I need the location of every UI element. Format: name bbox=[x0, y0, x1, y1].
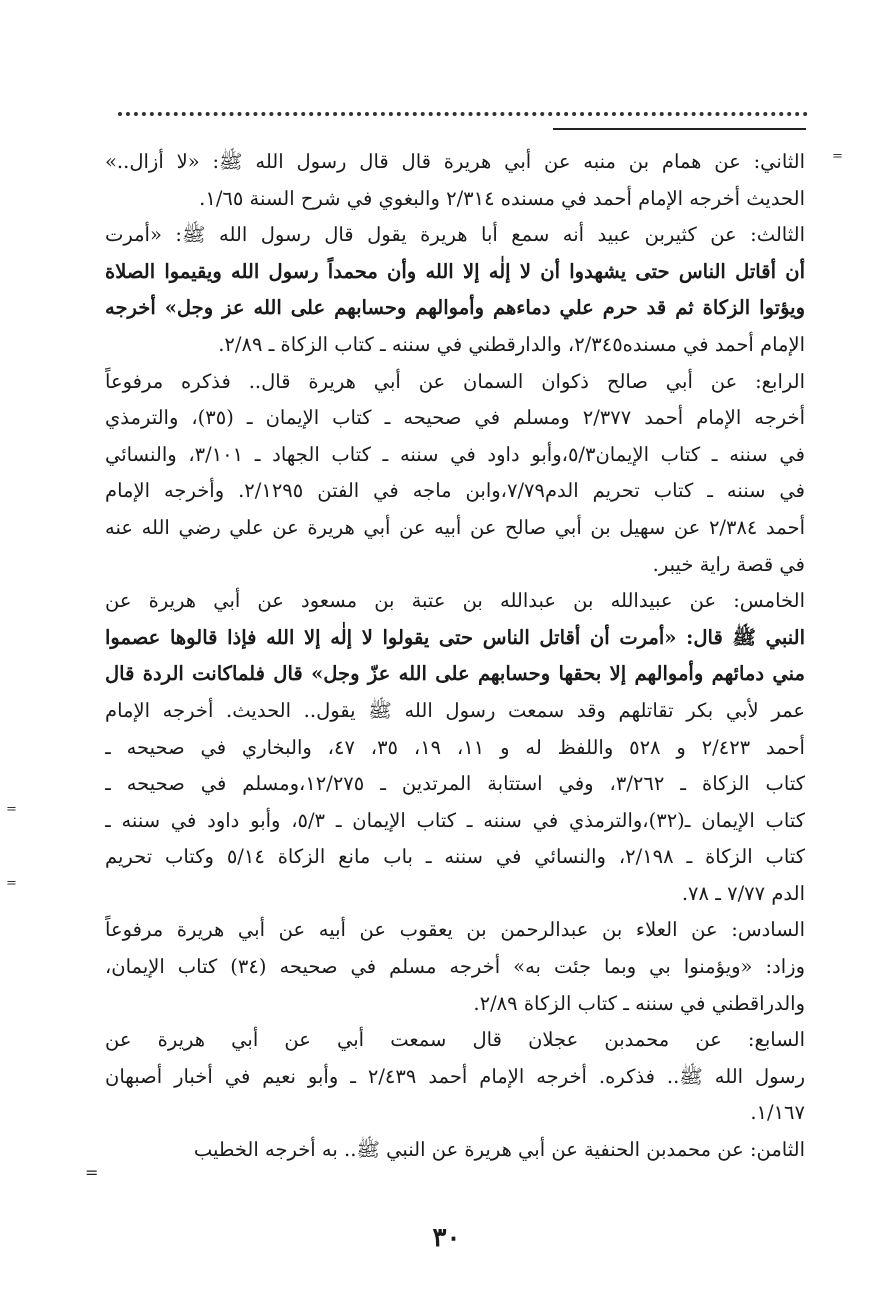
text-line: النبي ﷺ قال: «أمرت أن أقاتل الناس حتى يقولوا لا إلٰه إلا الله فإذا قالوها عصموا bbox=[105, 625, 805, 649]
text-line: أحمد ٢/٤٢٣ و ٥٢٨ واللفظ له و ١١، ١٩، ٣٥، ٤٧، والبخاري في صحيحه ـ bbox=[105, 735, 805, 759]
text-line: الثالث: عن كثيربن عبيد أنه سمع أبا هريرة يقول قال رسول الله ﷺ: «أمرت bbox=[105, 223, 805, 247]
text-line: كتاب الإيمان ـ(٣٢)،والترمذي في سننه ـ كتاب الإيمان ـ ٥/٣، وأبو داود في سننه ـ bbox=[105, 808, 805, 832]
text-line: السابع: عن محمدبن عجلان قال سمعت أبي عن أبي هريرة عن bbox=[105, 1028, 805, 1052]
text-line: أخرجه الإمام أحمد ٢/٣٧٧ ومسلم في صحيحه ـ كتاب الإيمان ـ (٣٥)، والترمذي bbox=[105, 406, 805, 430]
text-line: الحديث أخرجه الإمام أحمد في مسنده ٢/٣١٤ والبغوي في شرح السنة ١/٦٥. bbox=[199, 186, 805, 210]
text-line: وزاد: «ويؤمنوا بي وبما جئت به» أخرجه مسلم في صحيحه (٣٤) كتاب الإيمان، bbox=[105, 955, 805, 979]
text-line: في قصة راية خيبر. bbox=[652, 552, 805, 576]
text-line: الإمام أحمد في مسنده٢/٣٤٥، والدارقطني في سننه ـ كتاب الزكاة ـ ٢/٨٩. bbox=[218, 332, 805, 356]
text-line: السادس: عن العلاء بن عبدالرحمن بن يعقوب عن أبيه عن أبي هريرة مرفوعاً bbox=[105, 918, 805, 942]
margin-mark: = bbox=[6, 876, 17, 891]
dotted-separator bbox=[118, 112, 808, 116]
text-line: الدم ٧/٧٧ ـ ٧٨. bbox=[681, 881, 805, 905]
text-line: كتاب الزكاة ـ ٢/١٩٨، والنسائي في سننه ـ باب مانع الزكاة ٥/١٤ وكتاب تحريم bbox=[105, 845, 805, 869]
text-line: الثامن: عن محمدبن الحنفية عن أبي هريرة عن النبي ﷺ.. به أخرجه الخطيب bbox=[193, 1138, 805, 1162]
margin-mark: = bbox=[832, 149, 843, 164]
footnote-rule bbox=[553, 128, 806, 130]
text-line: ويؤتوا الزكاة ثم قد حرم علي دماءهم وأموالهم وحسابهم على الله عز وجل» أخرجه bbox=[105, 296, 805, 320]
text-line: الخامس: عن عبيدالله بن عبدالله بن عتبة بن مسعود عن أبي هريرة عن bbox=[105, 589, 805, 613]
footnotes-body bbox=[105, 144, 805, 1169]
text-line: عمر لأبي بكر تقاتلهم وقد سمعت رسول الله ﷺ يقول.. الحديث. أخرجه الإمام bbox=[105, 698, 805, 722]
text-line: ١/١٦٧. bbox=[750, 1101, 805, 1125]
text-line: رسول الله ﷺ.. فذكره. أخرجه الإمام أحمد ٢/٤٣٩ ـ وأبو نعيم في أخبار أصبهان bbox=[105, 1064, 805, 1088]
text-line: أن أقاتل الناس حتى يشهدوا أن لا إلٰه إلا الله وأن محمداً رسول الله ويقيموا الصلاة bbox=[105, 259, 805, 283]
margin-mark: = bbox=[6, 802, 17, 817]
text-line: أحمد ٢/٣٨٤ عن سهيل بن أبي صالح عن أبيه عن أبي هريرة عن علي رضي الله عنه bbox=[105, 515, 805, 539]
text-line: الثاني: عن همام بن منبه عن أبي هريرة قال قال رسول الله ﷺ: «لا أزال..» bbox=[105, 150, 805, 173]
text-line: في سننه ـ كتاب تحريم الدم٧/٧٩،وابن ماجه في الفتن ٢/١٢٩٥. وأخرجه الإمام bbox=[105, 479, 805, 503]
text-line: كتاب الزكاة ـ ٣/٢٦٢، وفي استتابة المرتدين ـ ١٢/٢٧٥،ومسلم في صحيحه ـ bbox=[105, 772, 805, 796]
text-line: مني دمائهم وأموالهم إلا بحقها وحسابهم على الله عزّ وجل» قال فلماكانت الردة قال bbox=[105, 662, 805, 686]
page-number: ٣٠ bbox=[432, 1223, 461, 1253]
continuation-mark: = bbox=[85, 1163, 99, 1182]
text-line: الرابع: عن أبي صالح ذكوان السمان عن أبي هريرة قال.. فذكره مرفوعاً bbox=[105, 369, 805, 393]
text-line: في سننه ـ كتاب الإيمان٥/٣،وأبو داود في سننه ـ كتاب الجهاد ـ ٣/١٠١، والنسائي bbox=[105, 442, 805, 466]
text-line: والدراقطني في سننه ـ كتاب الزكاة ٢/٨٩. bbox=[473, 991, 805, 1015]
